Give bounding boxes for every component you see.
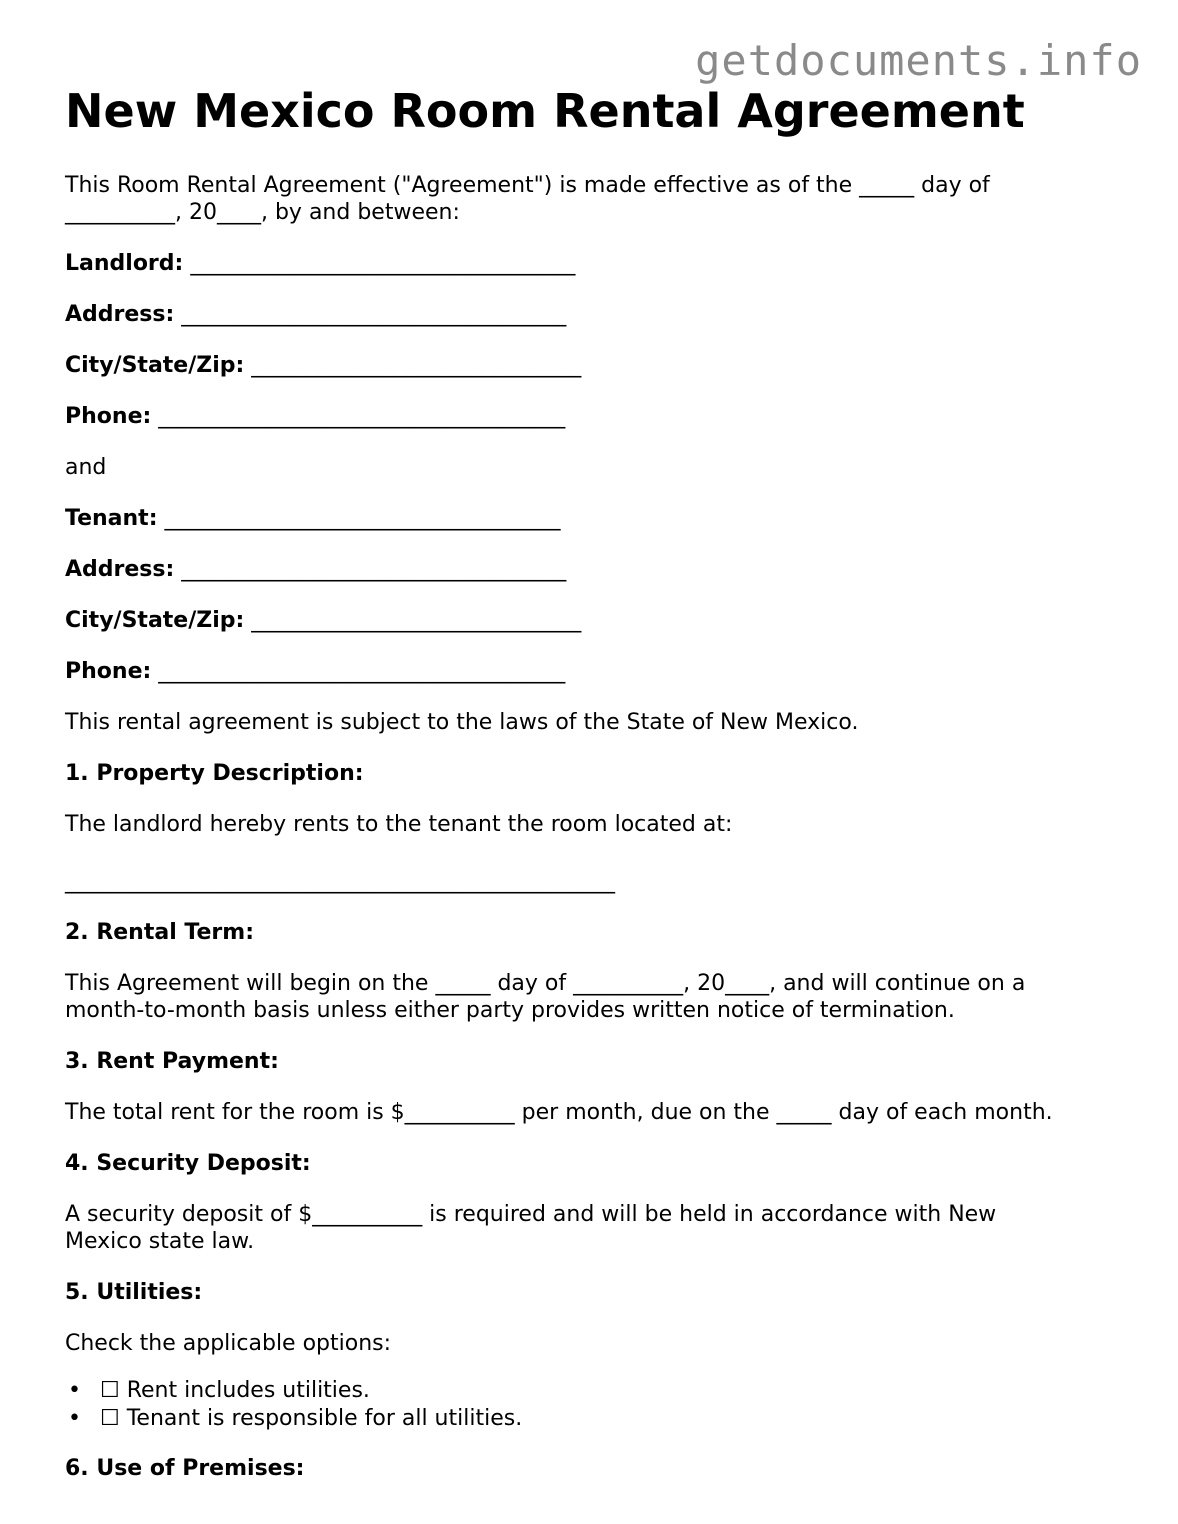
intro-paragraph bbox=[65, 172, 1125, 226]
governing-law-text: This rental agreement is subject to the laws of the State of New Mexico. bbox=[65, 710, 859, 735]
section-heading-rent: 3. Rent Payment: bbox=[65, 1049, 279, 1074]
utility-option-label: ☐ Tenant is responsible for all utilities. bbox=[100, 1406, 523, 1431]
deposit-paragraph bbox=[65, 1201, 1125, 1255]
landlord-city-label: City/State/Zip: bbox=[65, 353, 245, 378]
utilities-options bbox=[65, 1377, 1125, 1433]
landlord-label: Landlord: bbox=[65, 251, 184, 276]
tenant-phone-label: Phone: bbox=[65, 659, 152, 684]
document-title: New Mexico Room Rental Agreement bbox=[65, 84, 1025, 138]
tenant-city-field[interactable] bbox=[65, 607, 1125, 634]
document-page bbox=[65, 84, 1125, 1482]
landlord-blank: ___________________________________ bbox=[183, 251, 576, 276]
landlord-phone-label: Phone: bbox=[65, 404, 152, 429]
property-text: The landlord hereby rents to the tenant the room located at: bbox=[65, 812, 733, 837]
tenant-city-label: City/State/Zip: bbox=[65, 608, 245, 633]
landlord-phone-field[interactable] bbox=[65, 403, 1125, 430]
tenant-label: Tenant: bbox=[65, 506, 158, 531]
term-line-1: This Agreement will begin on the _____ day of __________, 20____, and will continue on a bbox=[65, 971, 1026, 996]
utility-option-tenant[interactable] bbox=[68, 1405, 1125, 1433]
tenant-name-field[interactable] bbox=[65, 505, 1125, 532]
landlord-city-field[interactable] bbox=[65, 352, 1125, 379]
landlord-city-blank: ______________________________ bbox=[244, 353, 582, 378]
deposit-line-1: A security deposit of $__________ is required and will be held in accordance with New bbox=[65, 1202, 997, 1227]
property-address-blank[interactable]: __________________________________________________ bbox=[65, 869, 615, 894]
intro-line-1: This Room Rental Agreement ("Agreement") is made effective as of the _____ day of bbox=[65, 173, 990, 198]
landlord-phone-blank: _____________________________________ bbox=[151, 404, 566, 429]
watermark: getdocuments.info bbox=[695, 36, 1142, 85]
section-heading-deposit: 4. Security Deposit: bbox=[65, 1151, 311, 1176]
utilities-text: Check the applicable options: bbox=[65, 1331, 392, 1356]
bullet-icon: • bbox=[68, 1378, 81, 1403]
section-heading-term: 2. Rental Term: bbox=[65, 920, 254, 945]
tenant-phone-field[interactable] bbox=[65, 658, 1125, 685]
bullet-icon: • bbox=[68, 1406, 81, 1431]
section-heading-property: 1. Property Description: bbox=[65, 761, 364, 786]
tenant-address-field[interactable] bbox=[65, 556, 1125, 583]
landlord-address-label: Address: bbox=[65, 302, 175, 327]
term-line-2: month-to-month basis unless either party provides written notice of termination. bbox=[65, 998, 955, 1023]
section-heading-utilities: 5. Utilities: bbox=[65, 1280, 203, 1305]
utility-option-included[interactable] bbox=[68, 1377, 1125, 1405]
intro-line-2: __________, 20____, by and between: bbox=[65, 200, 460, 225]
landlord-address-field[interactable] bbox=[65, 301, 1125, 328]
tenant-city-blank: ______________________________ bbox=[244, 608, 582, 633]
section-heading-premises: 6. Use of Premises: bbox=[65, 1456, 305, 1481]
landlord-address-blank: ___________________________________ bbox=[174, 302, 567, 327]
term-paragraph bbox=[65, 970, 1125, 1024]
tenant-blank: ____________________________________ bbox=[157, 506, 561, 531]
landlord-name-field[interactable] bbox=[65, 250, 1125, 277]
tenant-phone-blank: _____________________________________ bbox=[151, 659, 566, 684]
and-text: and bbox=[65, 455, 107, 480]
tenant-address-blank: ___________________________________ bbox=[174, 557, 567, 582]
rent-text: The total rent for the room is $__________ per month, due on the _____ day of each month. bbox=[65, 1100, 1053, 1125]
utility-option-label: ☐ Rent includes utilities. bbox=[100, 1378, 370, 1403]
deposit-line-2: Mexico state law. bbox=[65, 1229, 255, 1254]
tenant-address-label: Address: bbox=[65, 557, 175, 582]
